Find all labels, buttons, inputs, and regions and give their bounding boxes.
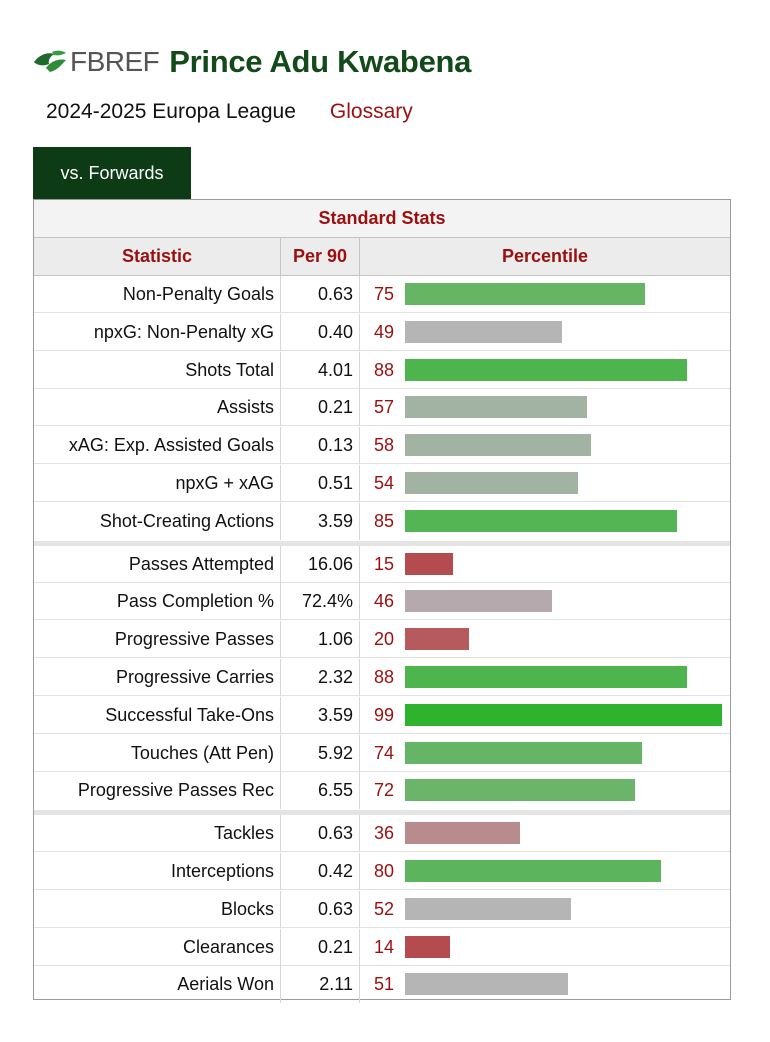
percentile-bar	[405, 704, 722, 726]
percentile-bar	[405, 472, 578, 494]
stat-name[interactable]: Tackles	[34, 815, 281, 852]
per90-value: 0.40	[281, 314, 360, 351]
competition-season: 2024-2025 Europa League	[46, 100, 296, 123]
table-row	[34, 891, 730, 928]
stat-name[interactable]: xAG: Exp. Assisted Goals	[34, 427, 281, 464]
percentile-bar	[405, 779, 635, 801]
stat-name[interactable]: npxG: Non-Penalty xG	[34, 314, 281, 351]
stat-name[interactable]: Blocks	[34, 891, 281, 928]
percentile-bar	[405, 321, 562, 343]
per90-value: 0.42	[281, 853, 360, 890]
stat-name[interactable]: Aerials Won	[34, 966, 281, 1003]
percentile-bar	[405, 283, 645, 305]
percentile-value: 49	[374, 321, 395, 342]
percentile-value: 80	[374, 861, 395, 881]
stat-name[interactable]: Progressive Carries	[34, 659, 281, 696]
logo-text: FBREF	[70, 46, 160, 77]
percentile-value: 15	[374, 553, 395, 574]
per90-value: 0.63	[281, 815, 360, 852]
percentile-bar	[405, 590, 552, 612]
percentile-value: 72	[374, 780, 395, 801]
table-row	[34, 465, 730, 502]
percentile-bar	[405, 973, 568, 995]
percentile-value: 14	[374, 936, 395, 957]
percentile-value: 52	[374, 898, 395, 919]
percentile-bar	[405, 936, 450, 958]
table-row	[34, 583, 730, 620]
per90-value: 16.06	[281, 546, 360, 583]
stat-name[interactable]: Clearances	[34, 929, 281, 966]
percentile-value: 54	[374, 473, 395, 493]
per90-value: 0.51	[281, 465, 360, 502]
player-name: Prince Adu Kwabena	[169, 44, 472, 79]
percentile-value: 88	[374, 667, 395, 687]
column-header-statistic[interactable]: Statistic	[34, 238, 281, 275]
stat-name[interactable]: npxG + xAG	[34, 465, 281, 502]
glossary-link[interactable]: Glossary	[329, 100, 413, 123]
percentile-value: 75	[374, 284, 395, 304]
percentile-value: 20	[374, 629, 395, 650]
page-header	[32, 40, 471, 84]
table-row	[34, 503, 730, 540]
table-row	[34, 621, 730, 658]
table-row	[34, 697, 730, 734]
table-row	[34, 352, 730, 389]
stat-name[interactable]: Successful Take-Ons	[34, 697, 281, 734]
table-row	[34, 546, 730, 583]
column-header-per90[interactable]: Per 90	[281, 238, 360, 275]
stat-name[interactable]: Progressive Passes	[34, 621, 281, 658]
stat-name[interactable]: Pass Completion %	[34, 583, 281, 620]
percentile-value: 99	[374, 704, 395, 725]
table-row	[34, 772, 730, 809]
stat-name[interactable]: Touches (Att Pen)	[34, 735, 281, 772]
percentile-value: 57	[374, 397, 395, 418]
per90-value: 2.32	[281, 659, 360, 696]
per90-value: 0.63	[281, 276, 360, 313]
per90-value: 5.92	[281, 735, 360, 772]
percentile-value: 46	[374, 591, 395, 612]
per90-value: 3.59	[281, 503, 360, 540]
percentile-bar	[405, 510, 677, 532]
per90-value: 0.21	[281, 389, 360, 426]
percentile-bar	[405, 822, 520, 844]
table-row	[34, 389, 730, 426]
percentile-value: 88	[374, 359, 395, 380]
per90-value: 6.55	[281, 772, 360, 809]
standard-stats-table	[33, 199, 731, 1000]
per90-value: 0.63	[281, 891, 360, 928]
fbref-leaf-icon	[32, 48, 70, 76]
table-header	[34, 238, 730, 276]
table-row	[34, 815, 730, 852]
table-row	[34, 966, 730, 1003]
per90-value: 0.21	[281, 929, 360, 966]
percentile-bar	[405, 742, 642, 764]
percentile-bar	[405, 666, 687, 688]
percentile-bar	[405, 553, 453, 575]
percentile-bar	[405, 898, 571, 920]
percentile-bar	[405, 359, 687, 381]
stat-name[interactable]: Progressive Passes Rec	[34, 772, 281, 809]
percentile-value: 85	[374, 510, 395, 531]
stat-name[interactable]: Interceptions	[34, 853, 281, 890]
per90-value: 3.59	[281, 697, 360, 734]
stat-name[interactable]: Non-Penalty Goals	[34, 276, 281, 313]
per90-value: 2.11	[281, 966, 360, 1003]
table-caption: Standard Stats	[34, 200, 730, 238]
percentile-value: 51	[374, 974, 395, 995]
percentile-bar	[405, 860, 661, 882]
percentile-value: 58	[374, 435, 395, 456]
percentile-bar	[405, 628, 469, 650]
tab-vs-forwards[interactable]: vs. Forwards	[33, 147, 191, 199]
column-header-percentile[interactable]: Percentile	[501, 246, 589, 266]
stat-name[interactable]: Shot-Creating Actions	[34, 503, 281, 540]
per90-value: 4.01	[281, 352, 360, 389]
percentile-bar	[405, 396, 587, 418]
table-row	[34, 314, 730, 351]
stat-name[interactable]: Passes Attempted	[34, 546, 281, 583]
fbref-logo[interactable]	[32, 40, 159, 84]
per90-value: 72.4%	[281, 583, 360, 620]
percentile-value: 74	[374, 742, 395, 763]
subheader	[46, 100, 413, 124]
percentile-value: 36	[374, 823, 395, 844]
table-row	[34, 427, 730, 464]
table-row	[34, 659, 730, 696]
table-row	[34, 929, 730, 966]
percentile-bar	[405, 434, 591, 456]
stat-name[interactable]: Shots Total	[34, 352, 281, 389]
table-row	[34, 276, 730, 313]
table-row	[34, 735, 730, 772]
per90-value: 1.06	[281, 621, 360, 658]
per90-value: 0.13	[281, 427, 360, 464]
stat-name[interactable]: Assists	[34, 389, 281, 426]
table-row	[34, 853, 730, 890]
